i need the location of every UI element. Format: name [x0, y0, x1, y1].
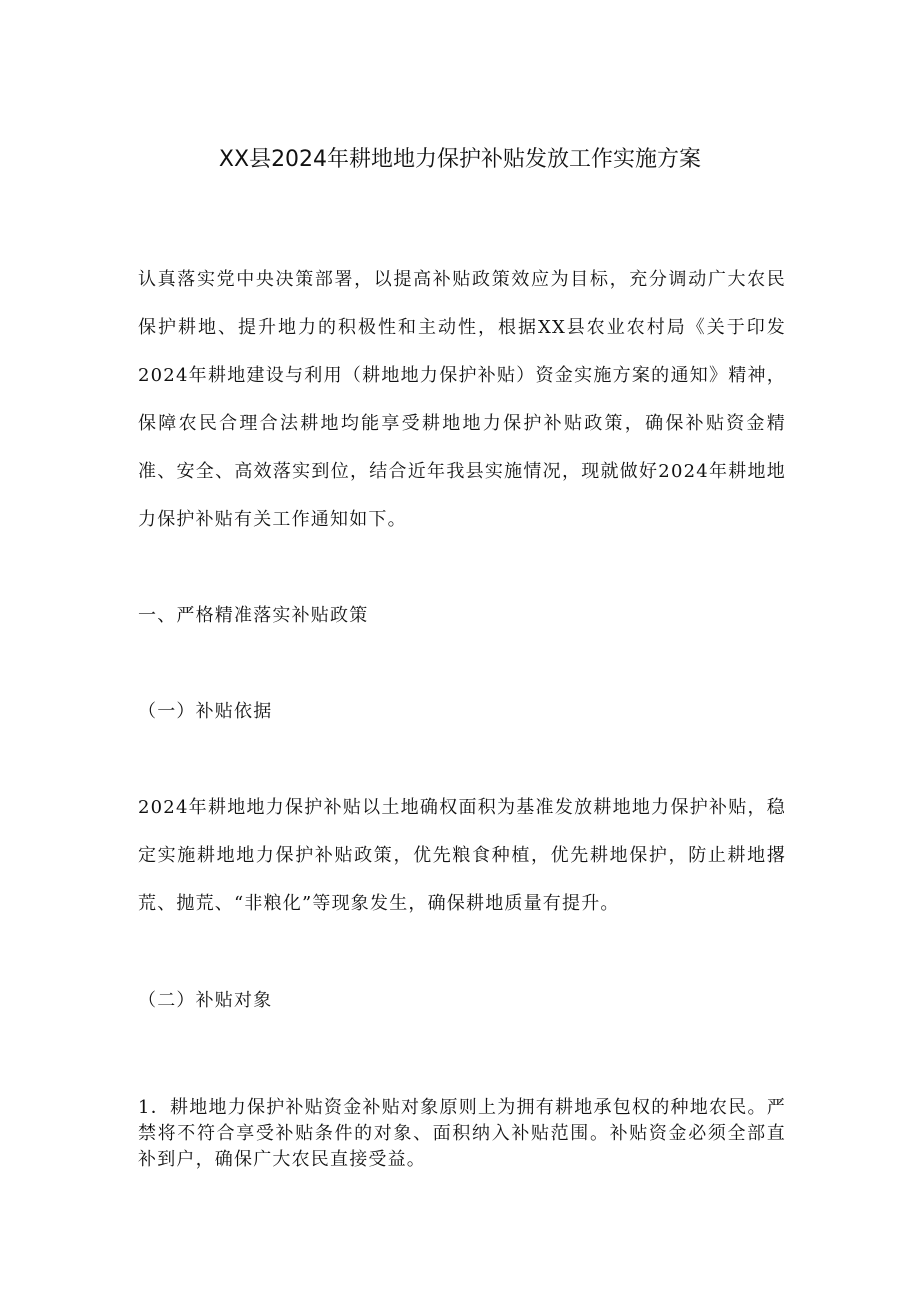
section-heading-1: 一、严格精准落实补贴政策 [138, 605, 369, 626]
subsection-heading-basis: （一）补贴依据 [138, 701, 273, 722]
subsection-item-1: 1．耕地地力保护补贴资金补贴对象原则上为拥有耕地承包权的种地农民。严禁将不符合享受补贴条件的对象、面积纳入补贴范围。补贴资金必须全部直补到户，确保广大农民直接受益。 [138, 1097, 786, 1170]
subsection-paragraph-basis: 2024年耕地地力保护补贴以土地确权面积为基准发放耕地地力保护补贴，稳定实施耕地地力保护补贴政策，优先粮食种植，优先耕地保护，防止耕地撂荒、抛荒、“非粮化”等现象发生，确保耕地质量有提升。 [138, 797, 786, 914]
document-title: XX县2024年耕地地力保护补贴发放工作实施方案 [218, 147, 702, 172]
intro-paragraph: 认真落实党中央决策部署，以提高补贴政策效应为目标，充分调动广大农民保护耕地、提升地力的积极性和主动性，根据XX县农业农村局《关于印发2024年耕地建设与利用（耕地地力保护补贴）资金实施方案的通知》精神，保障农民合理合法耕地均能享受耕地地力保护补贴政策，确保补贴资金精准、安全、高效落实到位，结合近年我县实施情况，现就做好2024年耕地地力保护补贴有关工作通知如下。 [138, 269, 786, 530]
subsection-heading-target: （二）补贴对象 [138, 990, 273, 1011]
